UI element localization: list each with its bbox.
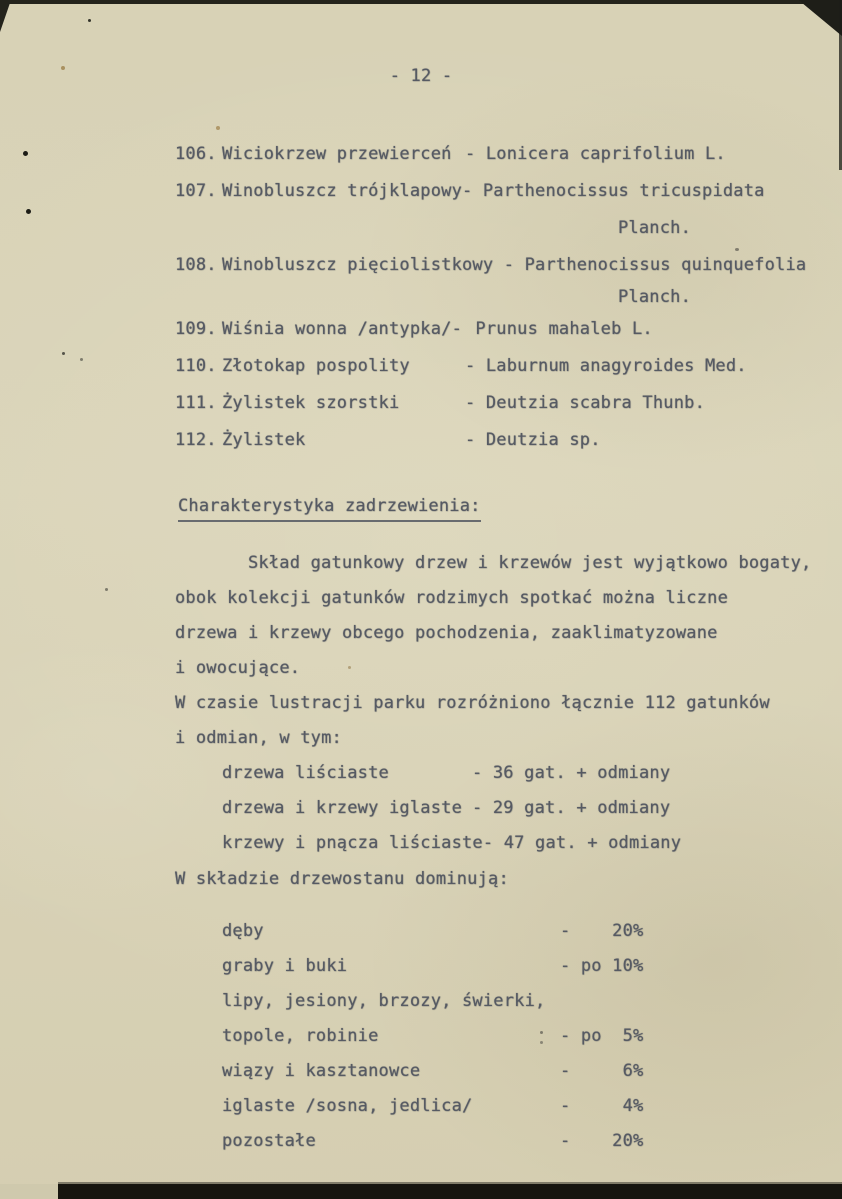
count-value: - 36 gat. + odmiany (472, 763, 671, 783)
scan-speck (348, 666, 351, 669)
dominance-list (222, 914, 643, 1159)
dominance-label: dęby (222, 921, 264, 941)
species-name-pl: Wiśnia wonna /antypka/- (222, 319, 463, 339)
scan-speck (735, 248, 739, 251)
paragraph-line: i owocujące. (175, 658, 301, 678)
scan-speck (26, 209, 31, 214)
species-name-latin: - Deutzia scabra Thunb. (465, 393, 706, 413)
count-label: krzewy i pnącza liściaste (222, 833, 483, 853)
scan-speck (540, 1041, 543, 1044)
count-row (175, 826, 811, 861)
section-body (175, 546, 811, 861)
species-name-pl: Żylistek (222, 430, 306, 450)
paragraph-line: obok kolekcji gatunków rodzimych spotkać można liczne (175, 588, 729, 608)
dominance-label: graby i buki (222, 956, 348, 976)
species-name-latin: Parthenocissus tricuspidata (472, 181, 765, 201)
scan-speck (80, 358, 83, 361)
species-list (175, 136, 806, 459)
scan-corner-top-right (794, 0, 842, 36)
species-number: 110. (175, 356, 217, 376)
scan-edge-bottom-shadow (58, 1182, 842, 1185)
species-row (175, 422, 806, 459)
species-number: 106. (175, 144, 217, 164)
species-number: 111. (175, 393, 217, 413)
species-number: 107. (175, 181, 217, 201)
dominance-row (222, 984, 643, 1019)
dominance-label: wiązy i kasztanowce (222, 1061, 421, 1081)
species-name-latin: - Parthenocissus quinquefolia (493, 255, 807, 275)
scan-edge-top (0, 0, 842, 4)
species-continuation: Planch. (618, 287, 692, 307)
scan-speck (216, 126, 220, 130)
dominance-row (222, 949, 643, 984)
species-name-latin: - Laburnum anagyroides Med. (465, 356, 747, 376)
dominance-heading: W składzie drzewostanu dominują: (175, 869, 509, 889)
dominance-value: - 20% (560, 921, 644, 941)
count-row (175, 756, 811, 791)
species-continuation: Planch. (618, 218, 692, 238)
species-name-pl: Wiciokrzew przewierceń (222, 144, 452, 164)
scan-paper-edge (0, 1184, 58, 1199)
dominance-row (222, 1054, 643, 1089)
paragraph-line: Skład gatunkowy drzew i krzewów jest wyjątkowo bogaty, (248, 553, 812, 573)
count-value: - 47 gat. + odmiany (482, 833, 682, 853)
count-row (175, 791, 811, 826)
dominance-label: topole, robinie (222, 1026, 379, 1046)
species-name-latin: - Deutzia sp. (465, 430, 601, 450)
scan-speck (23, 151, 28, 156)
dominance-row (222, 1019, 643, 1054)
paragraph-line: i odmian, w tym: (175, 728, 342, 748)
dominance-value: - po 10% (560, 956, 644, 976)
page-number: - 12 - (389, 66, 453, 86)
dominance-value: - po 5% (560, 1026, 644, 1046)
dominance-value: - 20% (560, 1131, 644, 1151)
count-value: - 29 gat. + odmiany (472, 798, 671, 818)
species-row (175, 173, 806, 210)
species-number: 108. (175, 255, 217, 275)
dominance-row (222, 1124, 643, 1159)
dominance-row (222, 1089, 643, 1124)
dominance-label: iglaste /sosna, jedlica/ (222, 1096, 473, 1116)
species-row (175, 348, 806, 385)
scan-speck (540, 1031, 543, 1034)
species-row (175, 247, 806, 284)
dominance-label: pozostałe (222, 1131, 316, 1151)
paragraph-line: W czasie lustracji parku rozróżniono łącznie 112 gatunków (175, 693, 770, 713)
species-row (175, 311, 806, 348)
scan-speck (105, 588, 108, 591)
species-name-pl: Żylistek szorstki (222, 393, 400, 413)
species-number: 109. (175, 319, 217, 339)
scan-edge-bottom (0, 1184, 842, 1199)
section-heading: Charakterystyka zadrzewienia: (178, 496, 481, 522)
dominance-value: - 6% (560, 1061, 644, 1081)
scan-corner-top-left (0, 0, 11, 32)
dominance-label: lipy, jesiony, brzozy, świerki, (222, 991, 546, 1011)
scan-speck (61, 66, 65, 70)
species-name-latin: - Lonicera caprifolium L. (465, 144, 726, 164)
scan-speck (62, 352, 65, 355)
species-name-pl: Winobluszcz trójklapowy- (222, 181, 473, 201)
species-name-pl: Złotokap pospolity (222, 356, 410, 376)
dominance-row (222, 914, 643, 949)
count-label: drzewa i krzewy iglaste (222, 798, 463, 818)
species-name-latin: Prunus mahaleb L. (465, 319, 653, 339)
species-name-pl: Winobluszcz pięciolistkowy (222, 255, 494, 275)
paragraph-line: drzewa i krzewy obcego pochodzenia, zaaklimatyzowane (175, 623, 718, 643)
count-label: drzewa liściaste (222, 763, 389, 783)
scan-speck (88, 19, 91, 22)
species-row (175, 385, 806, 422)
dominance-value: - 4% (560, 1096, 644, 1116)
species-row (175, 136, 806, 173)
species-number: 112. (175, 430, 217, 450)
